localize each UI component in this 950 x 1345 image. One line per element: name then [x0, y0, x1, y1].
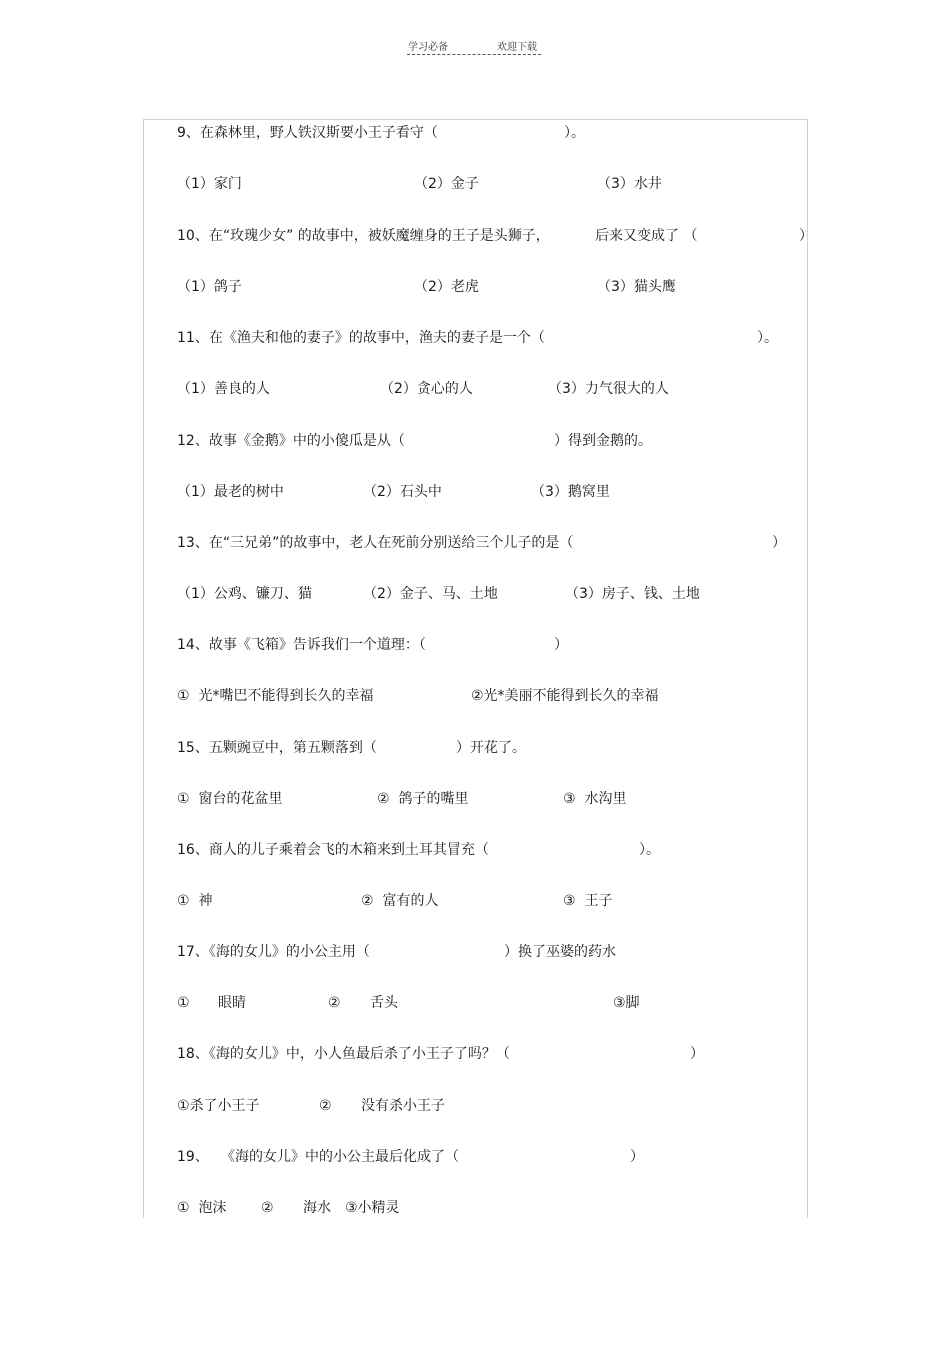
header-divider	[407, 54, 541, 55]
question-close: ）	[690, 1046, 704, 1062]
question-11	[0, 328, 950, 348]
header-left-text: 学习必备	[408, 42, 448, 53]
question-text: 13、在“三兄弟”的故事中，老人在死前分别送给三个儿子的是（	[177, 535, 574, 551]
question-text: 10、在“玫瑰少女” 的故事中，被妖魔缠身的王子是头狮子，	[177, 228, 550, 244]
option-3: ③脚	[613, 995, 640, 1011]
options-9	[0, 174, 950, 194]
question-close: ）。	[564, 125, 585, 141]
question-close: ）换了巫婆的药水	[504, 944, 616, 960]
option-2: （2）金子	[414, 176, 479, 192]
question-close: ）。	[757, 330, 778, 346]
option-3: （3）鹅窝里	[531, 484, 610, 500]
question-text: 19、	[177, 1149, 209, 1165]
option-2-marker: ②	[328, 995, 341, 1011]
question-14	[0, 635, 950, 655]
option-3: ③ 水沟里	[563, 791, 627, 807]
option-1: （1）家门	[177, 176, 242, 192]
option-2: 舌头	[370, 995, 398, 1011]
page-header	[0, 38, 950, 58]
options-16	[0, 891, 950, 911]
question-10	[0, 226, 950, 246]
option-2: ② 富有的人	[361, 893, 439, 909]
question-text-2: 后来又变成了 （	[595, 228, 698, 244]
question-close: ）	[630, 1149, 644, 1165]
options-10	[0, 277, 950, 297]
option-2-marker: ②	[261, 1200, 274, 1216]
options-15	[0, 789, 950, 809]
question-text: 17、《海的女儿》的小公主用（	[177, 944, 370, 960]
question-18	[0, 1044, 950, 1064]
options-18	[0, 1096, 950, 1116]
question-text: 11、在《渔夫和他的妻子》的故事中，渔夫的妻子是一个（	[177, 330, 545, 346]
question-text: 18、《海的女儿》中，小人鱼最后杀了小王子了吗？（	[177, 1046, 510, 1062]
option-3: （3）力气很大的人	[548, 381, 669, 397]
option-1: （1）鸽子	[177, 279, 242, 295]
question-close: ）	[799, 228, 813, 244]
option-1: （1）最老的树中	[177, 484, 284, 500]
question-close: ）得到金鹅的。	[554, 433, 652, 449]
option-1: （1）公鸡、镰刀、猫	[177, 586, 312, 602]
option-2: ②光*美丽不能得到长久的幸福	[471, 688, 659, 704]
question-text: 16、商人的儿子乘着会飞的木箱来到土耳其冒充（	[177, 842, 489, 858]
option-2: （2）石头中	[363, 484, 442, 500]
option-2: （2）老虎	[414, 279, 479, 295]
question-close: ）。	[639, 842, 660, 858]
option-2: 海水	[303, 1200, 331, 1216]
option-1: ①杀了小王子	[177, 1098, 260, 1114]
options-14	[0, 686, 950, 706]
question-9	[0, 123, 950, 143]
option-2-marker: ②	[319, 1098, 332, 1114]
question-13	[0, 533, 950, 553]
option-1: （1）善良的人	[177, 381, 270, 397]
option-2: （2）贪心的人	[380, 381, 473, 397]
option-1-marker: ①	[177, 995, 190, 1011]
option-3: ③小精灵	[345, 1200, 400, 1216]
option-3: ③ 王子	[563, 893, 613, 909]
options-12	[0, 482, 950, 502]
question-text: 12、故事《金鹅》中的小傻瓜是从（	[177, 433, 405, 449]
option-3: （3）水井	[597, 176, 662, 192]
options-17	[0, 993, 950, 1013]
question-16	[0, 840, 950, 860]
option-1: ① 神	[177, 893, 213, 909]
question-17	[0, 942, 950, 962]
question-text-2: 《海的女儿》中的小公主最后化成了（	[221, 1149, 459, 1165]
option-1: ① 窗台的花盆里	[177, 791, 283, 807]
option-3: （3）猫头鹰	[597, 279, 676, 295]
option-1: ① 泡沫	[177, 1200, 227, 1216]
option-1: ① 光*嘴巴不能得到长久的幸福	[177, 688, 374, 704]
question-text: 14、故事《飞箱》告诉我们一个道理：（	[177, 637, 426, 653]
option-2: ② 鸽子的嘴里	[377, 791, 469, 807]
header-right-text: 欢迎下载	[497, 42, 537, 53]
question-text: 9、在森林里，野人铁汉斯要小王子看守（	[177, 125, 438, 141]
question-text: 15、五颗豌豆中，第五颗落到（	[177, 740, 377, 756]
option-1: 眼睛	[218, 995, 246, 1011]
question-close: ）开花了。	[456, 740, 526, 756]
question-close: ）	[772, 535, 786, 551]
question-12	[0, 431, 950, 451]
options-11	[0, 379, 950, 399]
option-2: 没有杀小王子	[361, 1098, 445, 1114]
question-15	[0, 738, 950, 758]
options-13	[0, 584, 950, 604]
question-close: ）	[554, 637, 568, 653]
option-3: （3）房子、钱、土地	[565, 586, 700, 602]
question-19	[0, 1147, 950, 1167]
options-19	[0, 1198, 950, 1218]
option-2: （2）金子、马、土地	[363, 586, 498, 602]
